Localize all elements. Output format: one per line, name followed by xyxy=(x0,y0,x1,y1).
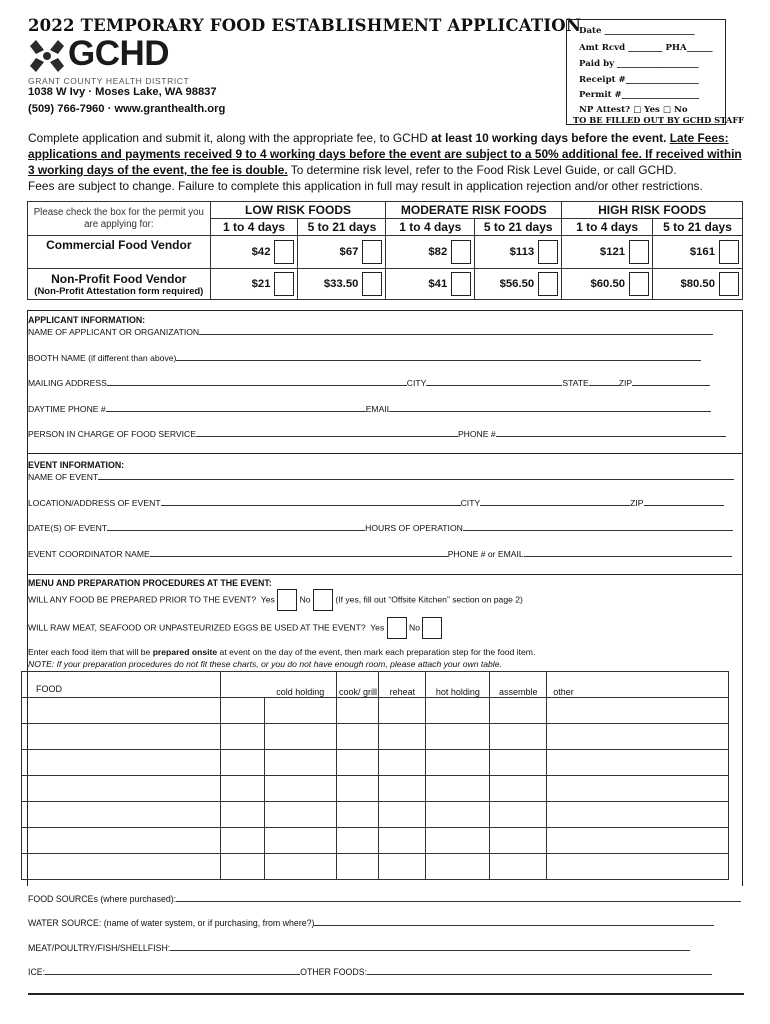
fee-checkbox[interactable] xyxy=(538,240,558,264)
fee-option: $21 xyxy=(210,269,298,300)
food-cell[interactable] xyxy=(22,776,221,802)
commercial-vendor-label: Commercial Food Vendor xyxy=(28,236,211,269)
fee-option: $82 xyxy=(386,236,475,269)
col-cook-grill: cook/ grill xyxy=(337,672,379,698)
event-heading: EVENT INFORMATION: xyxy=(28,460,125,470)
nonprofit-attestation-note: (Non-Profit Attestation form required) xyxy=(34,285,204,297)
fee-option: $42 xyxy=(210,236,298,269)
staff-np-attest: NP Attest? □ Yes □ No xyxy=(579,105,688,115)
col-food: FOOD xyxy=(22,672,221,698)
food-cell[interactable] xyxy=(22,724,221,750)
staff-date: Date _____________________ xyxy=(579,26,695,36)
col-assemble: assemble xyxy=(490,672,547,698)
fee-checkbox[interactable] xyxy=(719,240,739,264)
logo-wordmark: GCHD xyxy=(68,34,170,73)
fee-checkbox[interactable] xyxy=(719,272,739,296)
food-cell[interactable] xyxy=(22,698,221,724)
fee-checkbox[interactable] xyxy=(274,240,294,264)
fee-option: $33.50 xyxy=(298,269,386,300)
fee-checkbox[interactable] xyxy=(451,240,471,264)
risk-high-header: HIGH RISK FOODS xyxy=(562,202,743,219)
menu-instruction: Enter each food item that will be prepared onsite at event on the day of the event, then mark each preparation step for the food item. xyxy=(28,647,536,657)
event-section xyxy=(27,453,743,574)
raw-meat-no-checkbox[interactable] xyxy=(422,617,442,639)
food-cell[interactable] xyxy=(22,828,221,854)
page-bottom-rule xyxy=(28,993,744,995)
applicant-section xyxy=(27,310,743,453)
staff-amount: Amt Rcvd ________ PHA______ xyxy=(579,43,713,53)
food-sources-field[interactable]: FOOD SOURCEs (where purchased): xyxy=(28,893,741,904)
fee-instruction: Please check the box for the permit you are applying for: xyxy=(28,202,211,236)
days-header: 1 to 4 days xyxy=(386,219,475,236)
nonprofit-vendor-cell xyxy=(28,269,211,300)
days-header: 5 to 21 days xyxy=(653,219,743,236)
fee-checkbox[interactable] xyxy=(362,240,382,264)
menu-heading: MENU AND PREPARATION PROCEDURES AT THE EVENT: xyxy=(28,578,272,588)
booth-name-field[interactable]: BOOTH NAME (if different than above) xyxy=(28,352,701,363)
prep-prior-yes-checkbox[interactable] xyxy=(277,589,297,611)
org-address: 1038 W Ivy · Moses Lake, WA 98837 xyxy=(28,86,217,98)
late-fees-notice: Late Fees: applications and payments received 9 to 4 working days before the event are subject to a 50% additional fee. If received within 3 working days of the event, the fee is double. xyxy=(28,131,742,177)
applicant-heading: APPLICANT INFORMATION: xyxy=(28,315,146,325)
days-header: 5 to 21 days xyxy=(475,219,562,236)
raw-meat-question: WILL RAW MEAT, SEAFOOD OR UNPASTEURIZED EGGS BE USED AT THE EVENT? Yes No xyxy=(28,617,442,639)
applicant-name-field[interactable]: NAME OF APPLICANT OR ORGANIZATION xyxy=(28,326,713,337)
days-header: 1 to 4 days xyxy=(562,219,653,236)
gchd-logo-icon xyxy=(26,36,68,76)
ice-other-field[interactable]: ICE: OTHER FOODS: xyxy=(28,966,712,977)
fee-option: $80.50 xyxy=(653,269,743,300)
fee-checkbox[interactable] xyxy=(274,272,294,296)
staff-note: TO BE FILLED OUT BY GCHD STAFF xyxy=(573,115,745,125)
org-name: GRANT COUNTY HEALTH DISTRICT xyxy=(28,76,190,86)
fees-disclaimer: Fees are subject to change. Failure to complete this application in full may result in application rejection and/or other restrictions. xyxy=(28,179,703,193)
days-header: 5 to 21 days xyxy=(298,219,386,236)
fee-option: $113 xyxy=(475,236,562,269)
event-name-field[interactable]: NAME OF EVENT xyxy=(28,471,734,482)
fee-checkbox[interactable] xyxy=(538,272,558,296)
col-cold-holding: cold holding xyxy=(264,672,337,698)
meat-source-field[interactable]: MEAT/POULTRY/FISH/SHELLFISH: xyxy=(28,942,690,953)
menu-note: NOTE: If your preparation procedures do not fit these charts, or you do not have enough room, please attach your own table. xyxy=(28,659,502,669)
food-cell[interactable] xyxy=(22,802,221,828)
nonprofit-vendor-label: Non-Profit Food Vendor xyxy=(51,271,187,286)
fee-option: $56.50 xyxy=(475,269,562,300)
risk-moderate-header: MODERATE RISK FOODS xyxy=(386,202,562,219)
phone-email-field[interactable]: DAYTIME PHONE # EMAIL xyxy=(28,403,711,414)
col-other: other xyxy=(547,672,729,698)
prep-prior-question: WILL ANY FOOD BE PREPARED PRIOR TO THE EVENT? Yes No (If yes, fill out “Offsite Kitchen” section on page 2) xyxy=(28,589,523,611)
fee-checkbox[interactable] xyxy=(451,272,471,296)
mailing-address-field[interactable]: MAILING ADDRESS CITY STATE ZIP xyxy=(28,377,710,388)
fee-option: $161 xyxy=(653,236,743,269)
days-header: 1 to 4 days xyxy=(210,219,298,236)
fee-option: $67 xyxy=(298,236,386,269)
staff-permit: Permit #__________________ xyxy=(579,90,700,100)
food-cell[interactable] xyxy=(22,750,221,776)
event-coordinator-field[interactable]: EVENT COORDINATOR NAME PHONE # or EMAIL xyxy=(28,548,732,559)
food-prep-table xyxy=(21,671,729,880)
food-cell[interactable] xyxy=(22,854,221,880)
water-source-field[interactable]: WATER SOURCE: (name of water system, or if purchasing, from where?) xyxy=(28,917,714,928)
prep-prior-no-checkbox[interactable] xyxy=(313,589,333,611)
intro-text: Complete application and submit it, along with the appropriate fee, to GCHD at least 10 working days before the event. Late Fees: applications and payments received 9 to 4 working days before the event are subject to a 50% additional fee. If received within 3 working days of the event, the fee is double. To determine risk level, refer to the Food Risk Level Guide, or call GCHD. Fees are subject to change. Failure to complete this application in full may result in application rejection and/or other restrictions. xyxy=(28,131,742,193)
fee-table xyxy=(27,201,743,300)
form-title: 2022 TEMPORARY FOOD ESTABLISHMENT APPLICATION xyxy=(28,16,582,35)
event-location-field[interactable]: LOCATION/ADDRESS OF EVENT CITY ZIP xyxy=(28,497,724,508)
fee-checkbox[interactable] xyxy=(629,272,649,296)
fee-option: $60.50 xyxy=(562,269,653,300)
person-in-charge-field[interactable]: PERSON IN CHARGE OF FOOD SERVICE PHONE # xyxy=(28,428,726,439)
raw-meat-yes-checkbox[interactable] xyxy=(387,617,407,639)
risk-low-header: LOW RISK FOODS xyxy=(210,202,386,219)
fee-checkbox[interactable] xyxy=(362,272,382,296)
col-hot-holding: hot holding xyxy=(426,672,490,698)
fee-option: $121 xyxy=(562,236,653,269)
org-contact: (509) 766-7960 · www.granthealth.org xyxy=(28,103,226,115)
staff-use-box xyxy=(566,19,745,125)
staff-paid-by: Paid by ___________________ xyxy=(579,59,699,69)
event-dates-field[interactable]: DATE(S) OF EVENT HOURS OF OPERATION xyxy=(28,522,733,533)
fee-option: $41 xyxy=(386,269,475,300)
fee-checkbox[interactable] xyxy=(629,240,649,264)
col-reheat: reheat xyxy=(379,672,426,698)
staff-receipt: Receipt #_________________ xyxy=(579,75,699,85)
